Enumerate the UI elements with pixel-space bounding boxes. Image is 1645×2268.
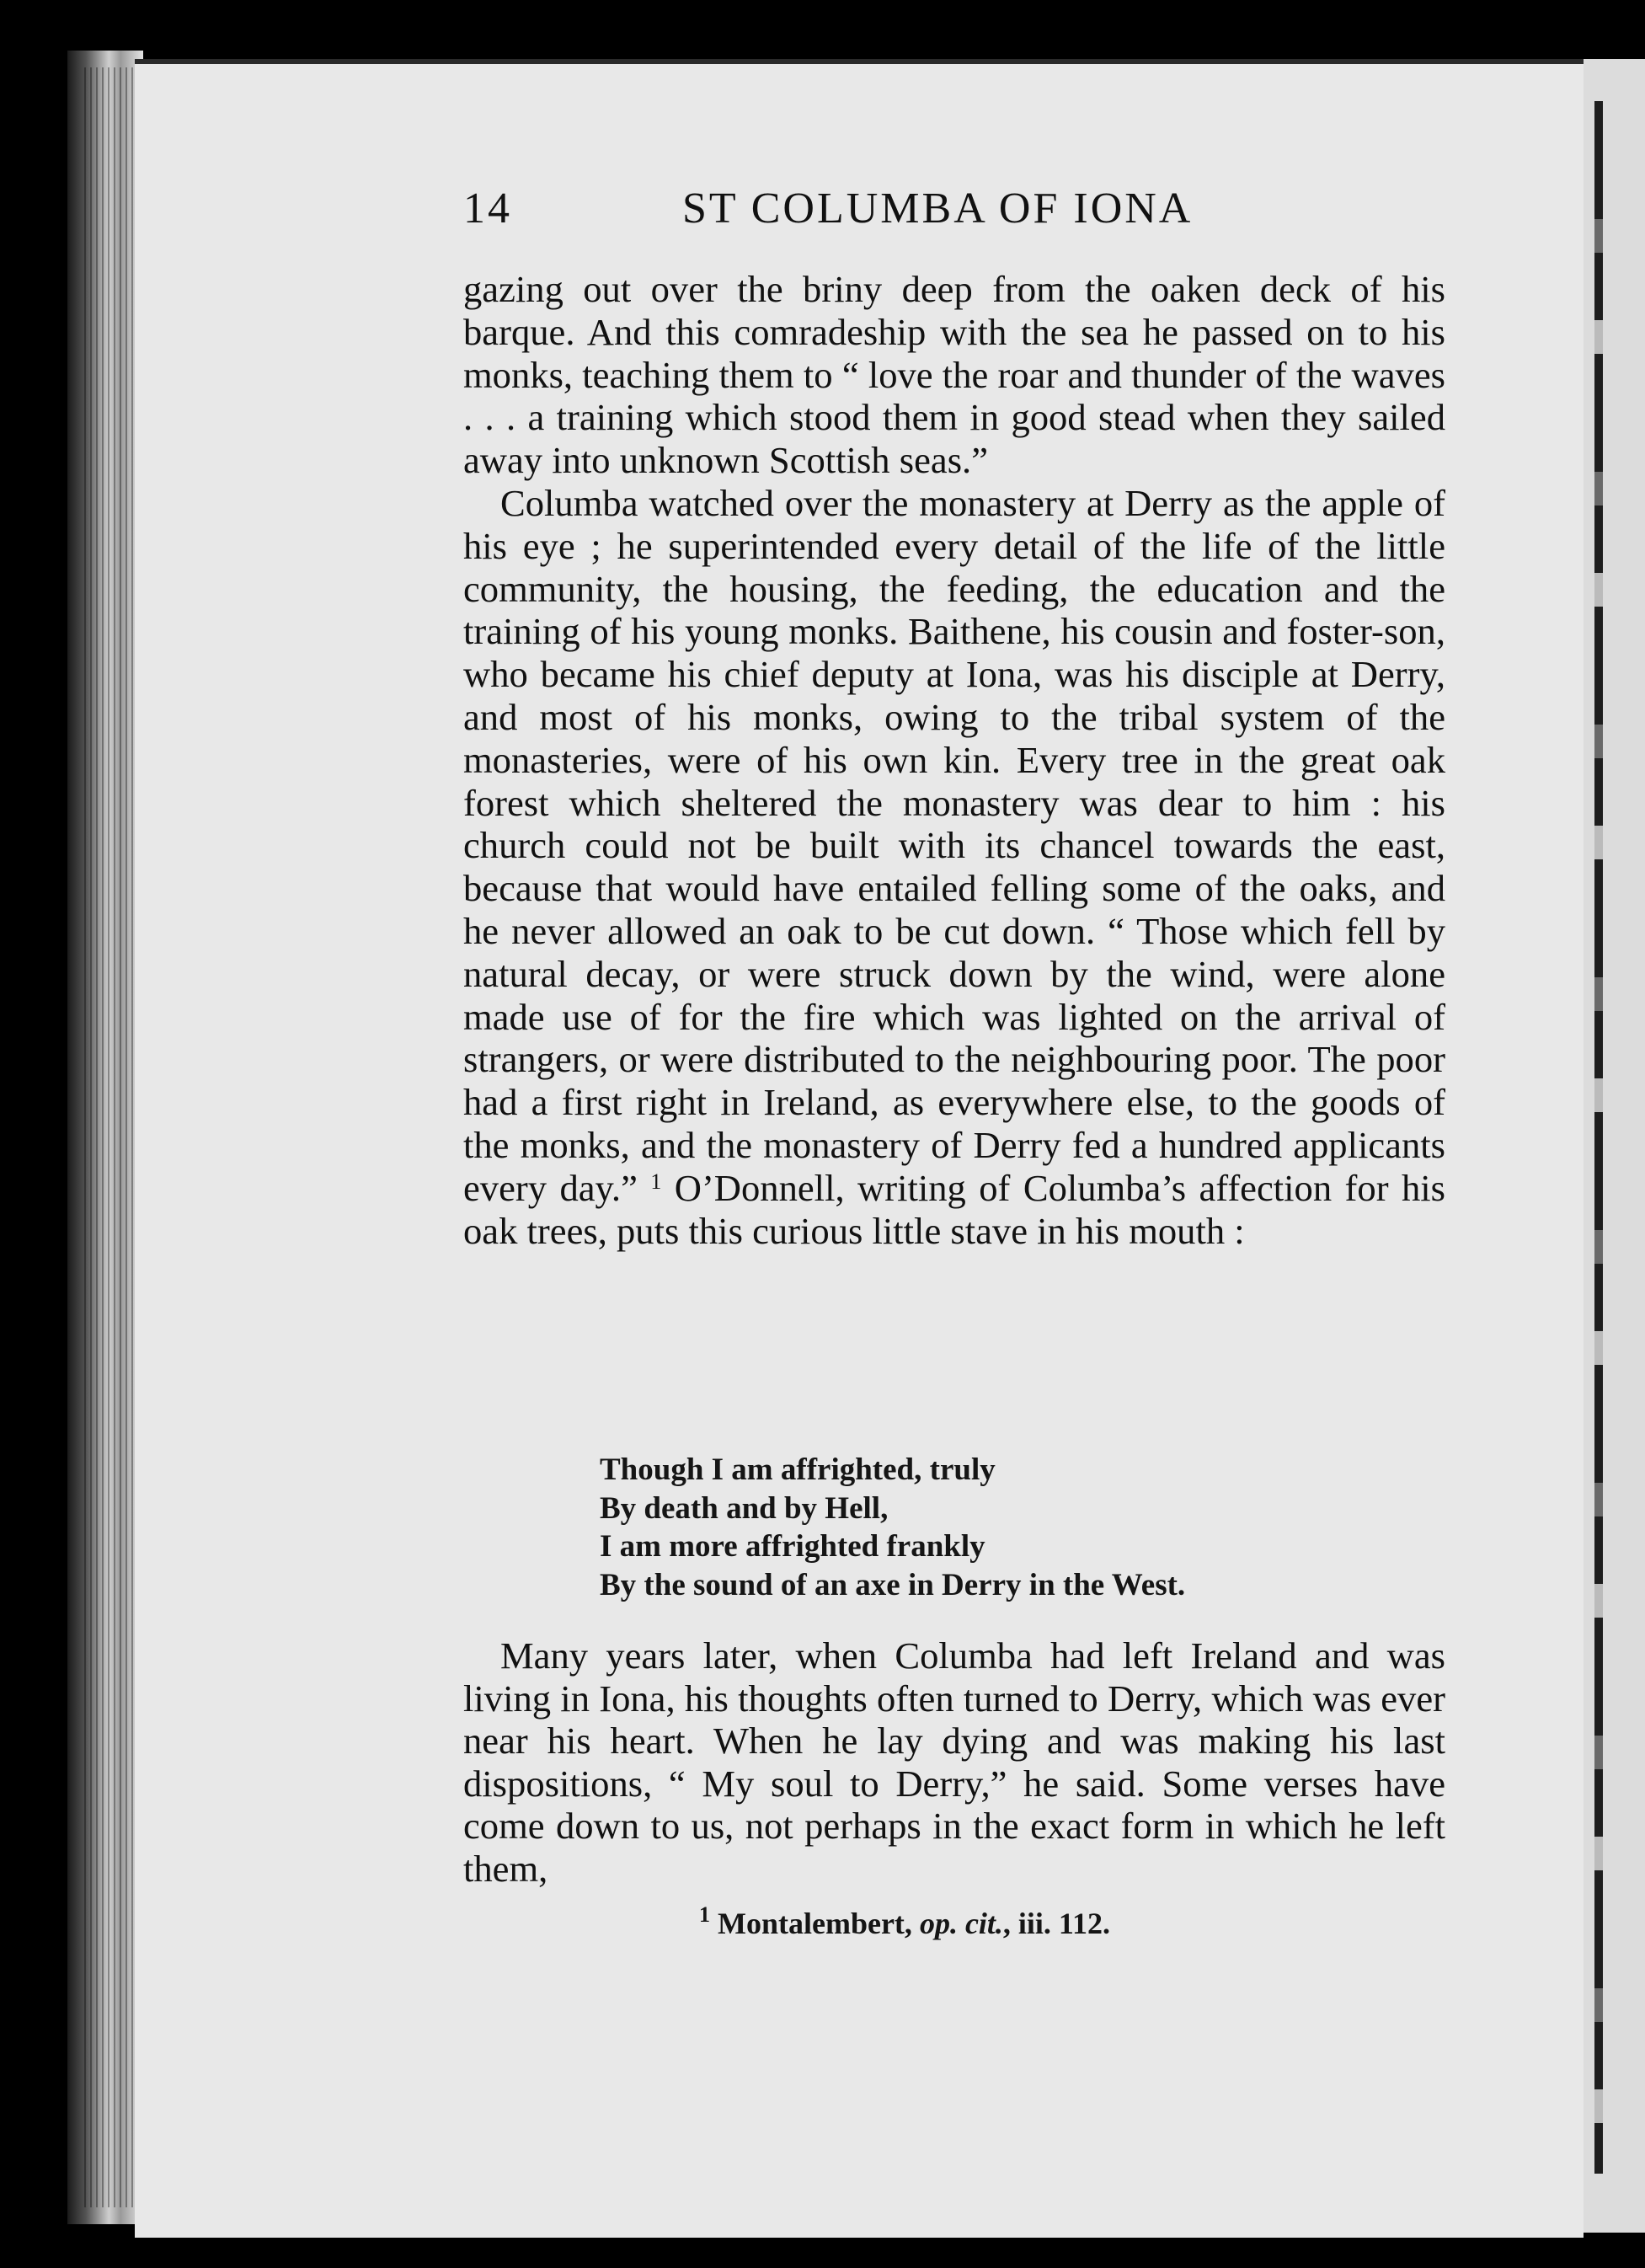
footnote-number: 1 [699,1902,710,1927]
verse-line: I am more affrighted frankly [600,1529,985,1564]
paragraph-text-cont: O’Donnell, writing of Columba’s affection for his oak trees, puts this curious little stave in his mouth : [463,1166,1446,1252]
verse-line: Though I am affrighted, truly [600,1452,996,1487]
running-title: ST COLUMBA OF IONA [682,185,1194,233]
footnote-op-cit: op. cit. [919,1907,1003,1940]
paragraph: gazing out over the briny deep from the oaken deck of his barque. And this comradeship with the sea he passed on to his monks, teaching them to “ love the roar and thunder of the waves . . . a training which stood them in good stead when they sailed away into unknown Scottish seas.” [463,268,1445,482]
right-page-edge [1584,59,1645,2233]
verse-block [600,1451,1358,1604]
body-text [463,268,1445,1252]
verse-line: By the sound of an axe in Derry in the West. [600,1567,1186,1602]
right-edge-strip [1594,101,1603,2174]
body-text-continued [463,1634,1445,1891]
paragraph: Many years later, when Columba had left Ireland and was living in Iona, his thoughts often turned to Derry, which was ever near his heart. When he lay dying and was making his last dispositions, “ My soul to Derry,” he said. Some verses have come down to us, not perhaps in the exact form in which he left them, [463,1634,1445,1890]
paragraph [463,482,1445,1252]
footnote-ref: 1 [650,1169,662,1194]
verse-line: By death and by Hell, [600,1490,889,1526]
footnote-rest: , iii. 112. [1002,1907,1110,1940]
page-number: 14 [463,185,512,233]
paragraph-text: Columba watched over the monastery at Derry as the apple of his eye ; he superintended every detail of the life of the little community, the housing, the feeding, the education and the training of his young monks. Baithene, his cousin and foster-son, who became his chief deputy at Iona, was his disciple at Derry, and most of his monks, owing to the tribal system of the monasteries, were of his own kin. Every tree in the great oak forest which sheltered the monastery was dear to him : his church could not be built with its chancel towards the east, because that would have entailed felling some of the oaks, and he never allowed an oak to be cut down. “ Those which fell by natural decay, or were struck down by the wind, were alone made use of for the fire which was lighted on the arrival of strangers, or were distributed to the neighbouring poor. The poor had a first right in Ireland, as everywhere else, to the goods of the monks, and the monastery of Derry fed a hundred applicants every day.” [463,481,1445,1209]
binding-texture [84,67,135,2207]
footnote [699,1902,1457,1941]
footnote-author: Montalembert, [718,1907,912,1940]
